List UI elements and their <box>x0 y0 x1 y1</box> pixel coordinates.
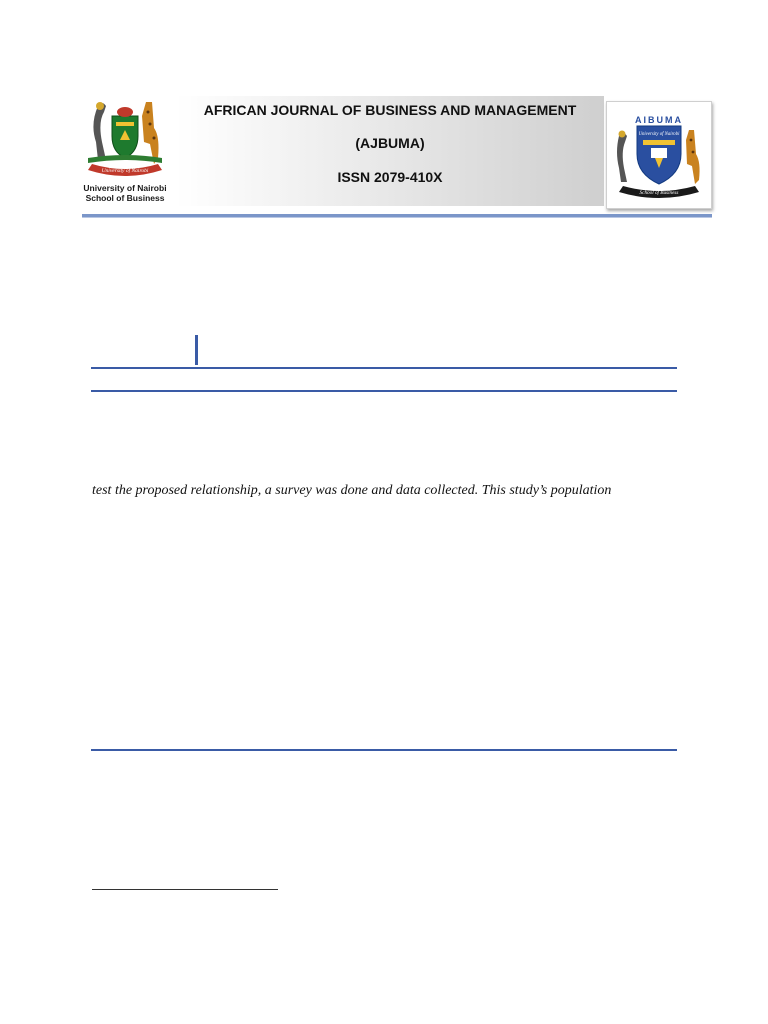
uon-name-line2: School of Business <box>85 193 165 203</box>
journal-header <box>176 96 604 206</box>
journal-title: AFRICAN JOURNAL OF BUSINESS AND MANAGEMENT <box>203 102 577 118</box>
aibuma-crest-icon <box>607 102 711 208</box>
abstract-text-line: test the proposed relationship, a survey was done and data collected. This study’s population <box>92 483 612 498</box>
abstract-end-rule <box>91 749 677 751</box>
aibuma-logo <box>606 101 712 209</box>
title-rule-top <box>91 367 677 369</box>
footnote-separator <box>92 889 278 890</box>
svg-text:University of Nairobi: University of Nairobi <box>101 168 149 174</box>
text-cursor-bar <box>195 335 198 365</box>
header-divider-shadow <box>82 217 712 218</box>
uon-crest-icon <box>80 98 170 180</box>
uon-logo <box>78 98 172 204</box>
aibuma-top-text: AIBUMA <box>635 115 683 125</box>
uon-name-line1: University of Nairobi <box>83 183 167 193</box>
aibuma-arc-text: University of Nairobi <box>638 132 680 137</box>
aibuma-ribbon-text: School of Business <box>639 190 679 196</box>
journal-issn: ISSN 2079-410X <box>337 169 443 185</box>
title-rule-bottom <box>91 390 677 392</box>
journal-abbreviation: (AJBUMA) <box>355 135 425 151</box>
